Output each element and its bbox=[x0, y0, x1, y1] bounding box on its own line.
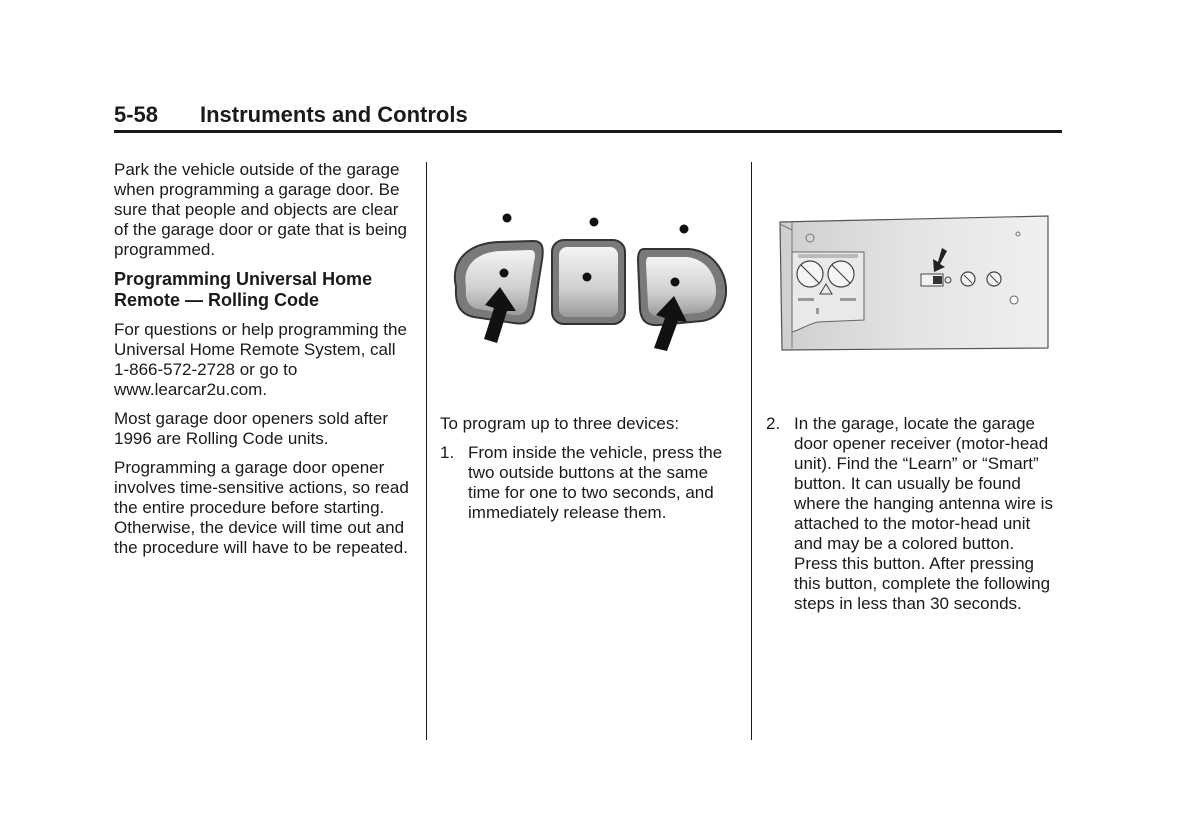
page-number: 5-58 bbox=[114, 102, 159, 127]
column-1 bbox=[114, 160, 414, 567]
column-2 bbox=[440, 414, 740, 532]
step-2 bbox=[766, 414, 1062, 614]
steps-list bbox=[440, 443, 740, 523]
page-header bbox=[114, 102, 1062, 133]
step-text: From inside the vehicle, press the two outside buttons at the same time for one to two seconds, and immediately release them. bbox=[468, 443, 723, 522]
column-divider bbox=[426, 162, 427, 740]
step-text: In the garage, locate the garage door opener receiver (motor-head unit). Find the “Learn” or “Smart” button. It can usually be found where the hanging antenna wire is attached to the motor-head unit and may be a colored button. Press this button. After pressing this button, complete the following steps in less than 30 seconds. bbox=[794, 414, 1053, 613]
program-intro: To program up to three devices: bbox=[440, 414, 680, 433]
column-3 bbox=[766, 414, 1062, 623]
steps-list bbox=[766, 414, 1062, 614]
column-divider bbox=[751, 162, 752, 740]
step-1 bbox=[440, 443, 740, 523]
time-sensitive-paragraph: Programming a garage door opener involves time-sensitive actions, so read the entire procedure before starting. Otherwise, the device will time out and the procedure will have to be repeated. bbox=[114, 458, 409, 557]
rolling-code-paragraph: Most garage door openers sold after 1996 are Rolling Code units. bbox=[114, 409, 389, 448]
intro-paragraph: Park the vehicle outside of the garage when programming a garage door. Be sure that people and objects are clear of the garage door or gate that is being programmed. bbox=[114, 160, 407, 259]
step-number: 2. bbox=[766, 414, 781, 433]
help-paragraph: For questions or help programming the Universal Home Remote System, call 1-866-572-2728 or go to www.learcar2u.com. bbox=[114, 320, 407, 399]
step-number: 1. bbox=[440, 443, 455, 462]
motor-head-unit-figure bbox=[778, 212, 1052, 354]
home-remote-buttons-figure bbox=[444, 205, 734, 355]
middle-remote-button bbox=[552, 240, 625, 324]
section-heading: Programming Universal Home Remote — Rolling Code bbox=[114, 269, 373, 310]
section-title: Instruments and Controls bbox=[200, 102, 468, 127]
